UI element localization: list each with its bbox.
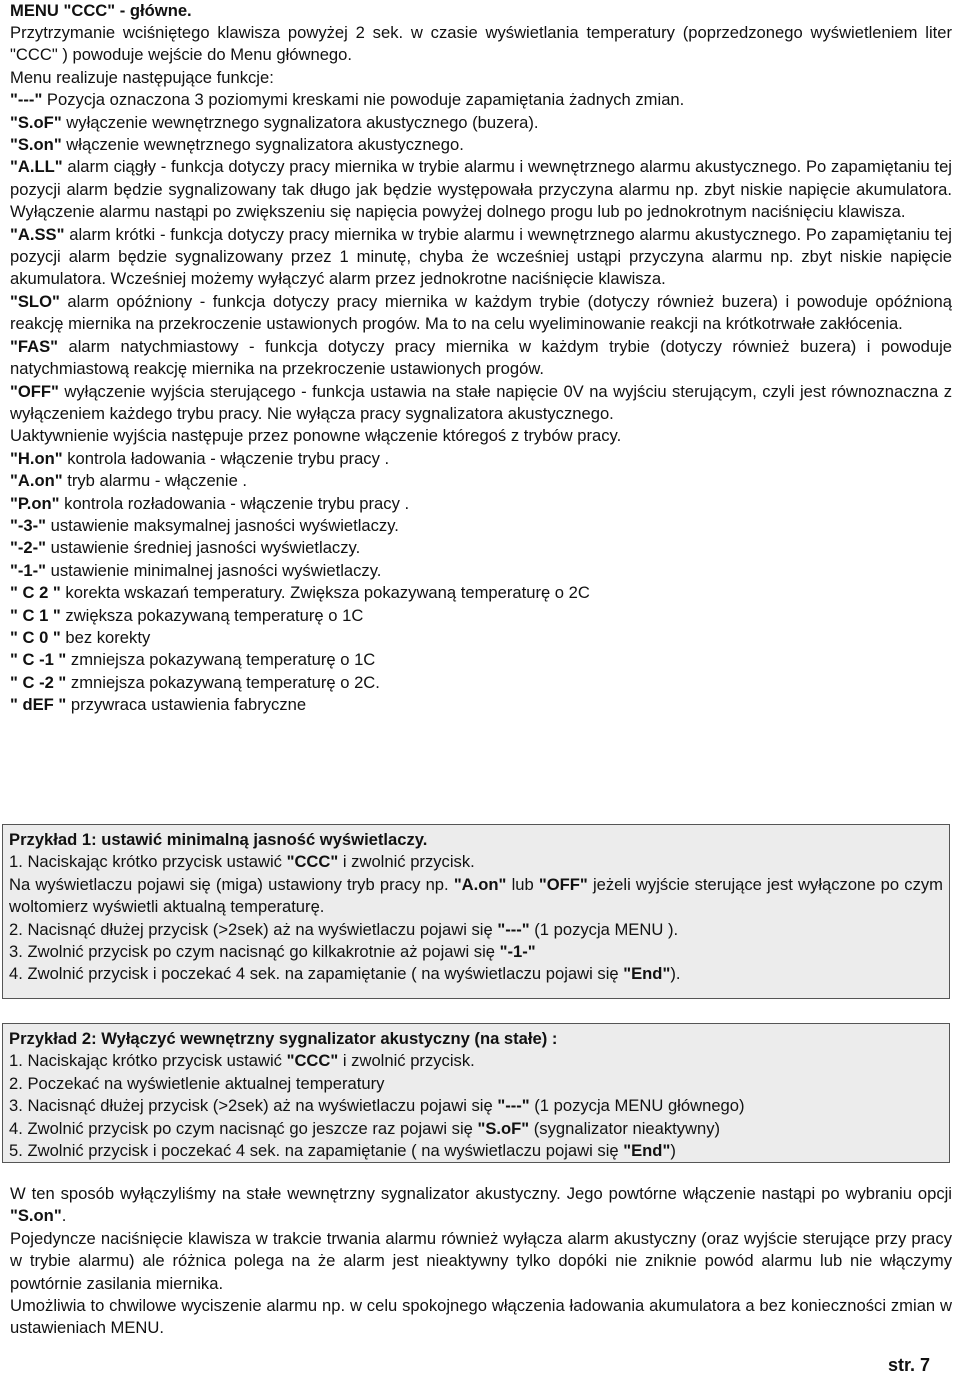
menu-item-code: " C 1 "	[10, 605, 61, 625]
step-text: Na wyświetlaczu pojawi się (miga) ustawiony tryb pracy np.	[9, 874, 454, 894]
step-code: "CCC"	[286, 1051, 339, 1071]
step-code: "-1-"	[499, 942, 536, 962]
step-text: 5. Zwolnić przycisk i poczekać 4 sek. na zapamiętanie ( na wyświetlaczu pojawi się	[9, 1141, 624, 1161]
menu-item-brightness-1	[10, 560, 952, 582]
menu-item-code: "---"	[10, 90, 43, 110]
menu-item-text: ustawienie maksymalnej jasności wyświetlaczy.	[46, 515, 399, 535]
menu-item-code: "-1-"	[10, 560, 47, 580]
step-text: 4. Zwolnić przycisk po czym nacisnąć go jeszcze raz pojawi się	[9, 1118, 478, 1138]
menu-item-text: zwiększa pokazywaną temperaturę o 1C	[60, 605, 364, 625]
paragraph-text: .	[61, 1206, 67, 1226]
example-2-step-3	[9, 1095, 943, 1117]
example-1-step-4	[9, 963, 943, 985]
menu-item-fas	[10, 336, 952, 381]
example-2-title	[9, 1028, 943, 1050]
step-code: "---"	[497, 919, 530, 939]
menu-item-code: " C -2 "	[10, 672, 67, 692]
example-1-display-note	[9, 874, 943, 919]
menu-item-code: "P.on"	[10, 493, 60, 513]
step-text: )	[670, 1141, 676, 1161]
menu-section	[10, 0, 952, 717]
section-title: MENU "CCC" - główne.	[10, 1, 192, 20]
step-text: jeżeli wyjście sterujące jest wyłączone po czym woltomierz wyświetli aktualną temperaturę.	[9, 874, 943, 917]
menu-item-code: "-2-"	[10, 538, 47, 558]
menu-item-brightness-3	[10, 515, 952, 537]
page-number: str. 7	[887, 1355, 930, 1375]
step-text: i zwolnić przycisk.	[338, 852, 475, 872]
menu-item-ass	[10, 224, 952, 291]
menu-item-text: wyłączenie wewnętrznego sygnalizatora akustycznego (buzera).	[61, 112, 539, 132]
menu-item-text: tryb alarmu - włączenie .	[62, 471, 248, 491]
menu-item-code: " C 2 "	[10, 583, 61, 603]
step-code: "---"	[497, 1096, 530, 1116]
menu-item-code: " dEF "	[10, 695, 67, 715]
menu-item-text: zmniejsza pokazywaną temperaturę o 1C	[66, 650, 376, 670]
menu-item-text: zmniejsza pokazywaną temperaturę o 2C.	[66, 672, 380, 692]
menu-item-code: "S.oF"	[10, 112, 62, 132]
intro-list-lead: Menu realizuje następujące funkcje:	[10, 67, 274, 87]
menu-item-c2	[10, 582, 952, 604]
menu-item-text: Uaktywnienie wyjścia następuje przez ponowne włączenie któregoś z trybów pracy.	[10, 426, 622, 446]
step-code: "End"	[623, 1141, 671, 1161]
menu-item-text: korekta wskazań temperatury. Zwiększa pokazywaną temperaturę o 2C	[60, 583, 590, 603]
menu-item-brightness-2	[10, 537, 952, 559]
menu-item-text: alarm opóźniony - funkcja dotyczy pracy miernika w każdym trybie (dotyczy również buzera) i powoduje opóźnioną reakcję miernika na przekroczenie ustawionych progów. Ma to na celu wyeliminowanie reakcji na krótkotrwałe zakłócenia.	[10, 291, 952, 334]
step-code: "End"	[623, 964, 671, 984]
step-text: (1 pozycja MENU głównego)	[529, 1096, 745, 1116]
menu-item-text: Pozycja oznaczona 3 poziomymi kreskami nie powoduje zapamiętania żadnych zmian.	[42, 90, 685, 110]
menu-item-code: "S.on"	[10, 135, 62, 155]
menu-items-list	[10, 89, 952, 716]
step-text: 1. Naciskając krótko przycisk ustawić	[9, 852, 287, 872]
step-text: lub	[506, 874, 539, 894]
menu-item-sof	[10, 112, 952, 134]
menu-item-text: kontrola ładowania - włączenie trybu pracy .	[62, 448, 390, 468]
step-code: "S.oF"	[477, 1118, 530, 1138]
example-2-title-text: Przykład 2: Wyłączyć wewnętrzny sygnalizator akustyczny (na stałe) :	[9, 1029, 558, 1048]
menu-item-code: "A.LL"	[10, 157, 63, 177]
step-text: 1. Naciskając krótko przycisk ustawić	[9, 1051, 287, 1071]
menu-item-text: alarm krótki - funkcja dotyczy pracy miernika w trybie alarmu i wewnętrznego alarmu akustycznego. Po zapamiętaniu tej pozycji alarm będzie sygnalizowany przez 1 minutę, chyba że wcześniej ustąpi przyczyna alarmu np. zbyt niskie napięcie akumulatora. Wcześniej możemy wyłączyć alarm przez jednokrotne naciśnięcie klawisza.	[10, 224, 952, 289]
menu-item-code: "A.SS"	[10, 224, 65, 244]
example-2-step-4	[9, 1118, 943, 1140]
example-2-step-2	[9, 1073, 943, 1095]
menu-item-c0	[10, 627, 952, 649]
menu-item-text: bez korekty	[60, 627, 151, 647]
menu-item-aon	[10, 470, 952, 492]
example-1-title	[9, 829, 943, 851]
menu-item-c1	[10, 605, 952, 627]
closing-paragraph-2: Pojedyncze naciśnięcie klawisza w trakcie trwania alarmu również wyłącza alarm akustyczny (oraz wyjście sterujące przy pracy w trybie alarmu) ale różnica polega na że alarm jest nieaktywny tylko dopóki nie zniknie powód alarmu lub nie włączymy powtórnie zasilania miernika.	[10, 1228, 952, 1293]
step-text: 4. Zwolnić przycisk i poczekać 4 sek. na zapamiętanie ( na wyświetlaczu pojawi się	[9, 964, 624, 984]
example-1-step-1	[9, 851, 943, 873]
menu-item-text: ustawienie minimalnej jasności wyświetlaczy.	[46, 560, 382, 580]
menu-item-c-minus-1	[10, 649, 952, 671]
closing-notes	[10, 1183, 952, 1340]
menu-item-hon	[10, 448, 952, 470]
menu-item-code: " C -1 "	[10, 650, 67, 670]
intro-paragraph: Przytrzymanie wciśniętego klawisza powyżej 2 sek. w czasie wyświetlania temperatury (poprzedzonego wyświetleniem liter "CCC" ) powoduje wejście do Menu głównego.	[10, 23, 952, 65]
menu-item-code: "A.on"	[10, 471, 63, 491]
menu-item-code: "OFF"	[10, 381, 59, 401]
menu-item-off	[10, 381, 952, 426]
menu-item-def	[10, 694, 952, 716]
step-text: 3. Zwolnić przycisk po czym nacisnąć go kilkakrotnie aż pojawi się	[9, 942, 500, 962]
menu-item-text: alarm natychmiastowy - funkcja dotyczy pracy miernika w każdym trybie (dotyczy również buzera) i powoduje natychmiastową reakcję miernika na przekroczenie ustawionych progów.	[10, 336, 952, 379]
example-2-step-1	[9, 1050, 943, 1072]
step-code: "OFF"	[538, 874, 588, 894]
step-text: i zwolnić przycisk.	[338, 1051, 475, 1071]
step-code: "CCC"	[286, 852, 339, 872]
step-text: 2. Poczekać na wyświetlenie aktualnej temperatury	[9, 1073, 385, 1093]
menu-item-code: "-3-"	[10, 515, 47, 535]
paragraph-text: W ten sposób wyłączyliśmy na stałe wewnętrzny sygnalizator akustyczny. Jego powtórne włączenie nastąpi po wybraniu opcji	[10, 1184, 952, 1203]
menu-item-pon	[10, 493, 952, 515]
menu-item-c-minus-2	[10, 672, 952, 694]
menu-item-code: " C 0 "	[10, 627, 61, 647]
menu-item-text: alarm ciągły - funkcja dotyczy pracy miernika w trybie alarmu i wewnętrznego alarmu akustycznego. Po zapamiętaniu tej pozycji alarm będzie sygnalizowany tak długo jak będzie występowała przyczyna alarmu np. zbyt niskie napięcie akumulatora. Wyłączenie alarmu nastąpi po zwiększeniu się napięcia powyżej dolnego progu lub po jednokrotnym naciśnięciu klawisza.	[10, 157, 952, 222]
step-text: 2. Nacisnąć dłużej przycisk (>2sek) aż na wyświetlaczu pojawi się	[9, 919, 498, 939]
menu-item-text: wyłączenie wyjścia sterującego - funkcja ustawia na stałe napięcie 0V na wyjściu sterującym, czyli jest równoznaczna z wyłączeniem każdego trybu pracy. Nie wyłącza pracy sygnalizatora akustycznego.	[10, 381, 952, 423]
menu-item-son	[10, 134, 952, 156]
example-2-step-5	[9, 1140, 943, 1162]
example-2-box	[2, 1023, 950, 1163]
step-text: (1 pozycja MENU ).	[529, 919, 679, 939]
step-text: 3. Nacisnąć dłużej przycisk (>2sek) aż na wyświetlaczu pojawi się	[9, 1096, 498, 1116]
step-text: (sygnalizator nieaktywny)	[529, 1118, 721, 1138]
closing-paragraph-1	[10, 1183, 952, 1228]
menu-item-text: ustawienie średniej jasności wyświetlaczy.	[46, 538, 361, 558]
menu-item-text: przywraca ustawienia fabryczne	[66, 695, 307, 715]
example-1-box	[2, 824, 950, 999]
closing-paragraph-3: Umożliwia to chwilowe wyciszenie alarmu np. w celu spokojnego włączenia ładowania akumulatora a bez konieczności zmian w ustawieniach MENU.	[10, 1296, 952, 1338]
menu-item-slo	[10, 291, 952, 336]
menu-item-all	[10, 156, 952, 223]
menu-item-text: kontrola rozładowania - włączenie trybu pracy .	[59, 493, 410, 513]
menu-item-code: "FAS"	[10, 336, 59, 356]
step-text: ).	[670, 964, 681, 984]
menu-item-code: "SLO"	[10, 291, 60, 311]
example-1-step-3	[9, 941, 943, 963]
example-1-step-2	[9, 919, 943, 941]
menu-item-none	[10, 89, 952, 111]
example-1-title-text: Przykład 1: ustawić minimalną jasność wyświetlaczy.	[9, 830, 428, 849]
menu-item-text: włączenie wewnętrznego sygnalizatora akustycznego.	[61, 135, 464, 155]
step-code: "A.on"	[453, 874, 507, 894]
menu-item-code: "H.on"	[10, 448, 63, 468]
paragraph-code: "S.on"	[10, 1206, 62, 1226]
menu-item-note	[10, 425, 952, 447]
